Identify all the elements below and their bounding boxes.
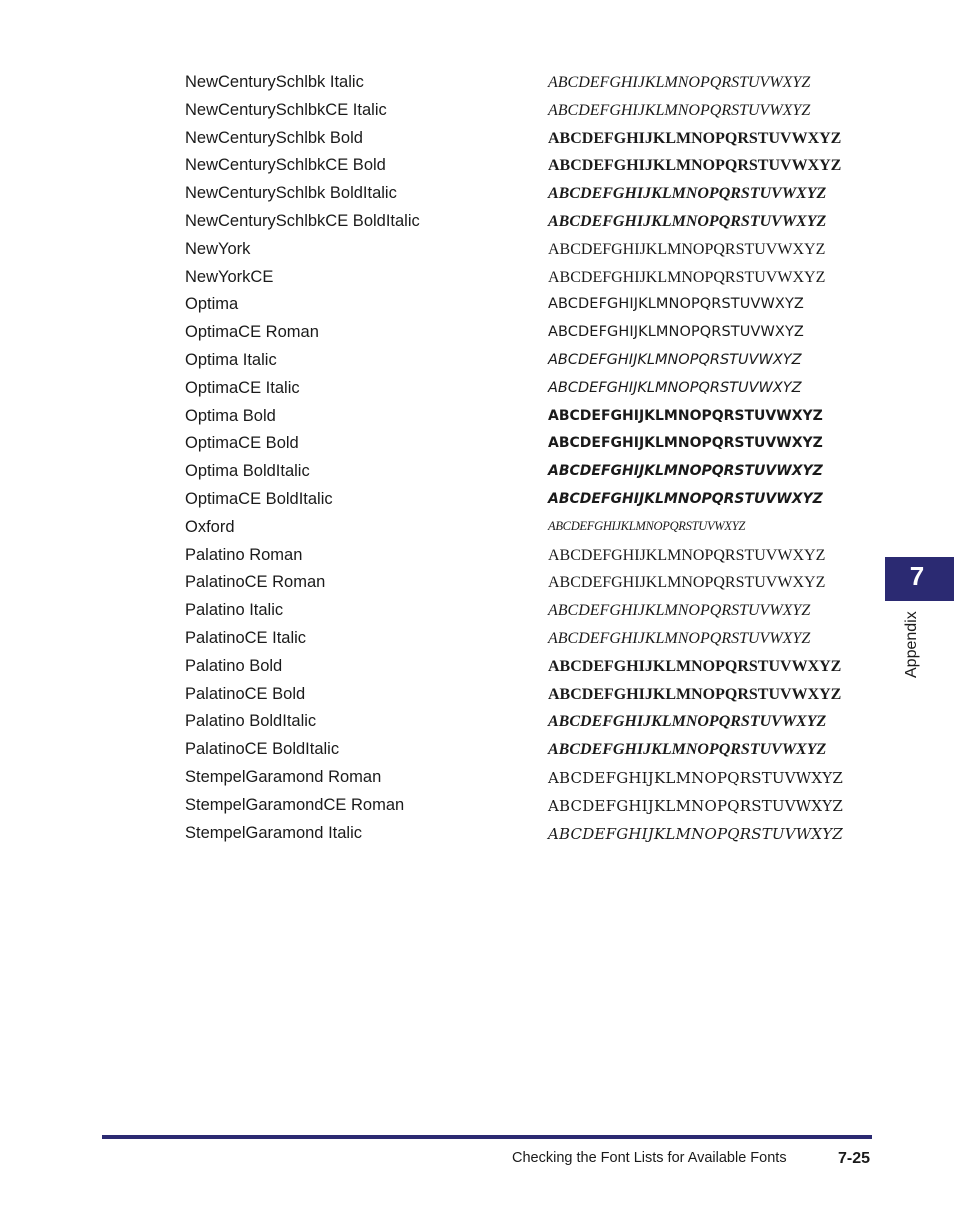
- font-row: [0, 820, 954, 848]
- font-row: [0, 403, 954, 431]
- font-sample: ABCDEFGHIJKLMNOPQRSTUVWXYZ: [548, 435, 823, 452]
- font-name: OptimaCE Bold: [185, 434, 299, 453]
- font-sample: ABCDEFGHIJKLMNOPQRSTUVWXYZ: [548, 157, 842, 175]
- font-name: NewCenturySchlbk Italic: [185, 73, 364, 91]
- font-sample: ABCDEFGHIJKLMNOPQRSTUVWXYZ: [548, 824, 844, 843]
- font-name: PalatinoCE BoldItalic: [185, 740, 340, 759]
- font-row: [0, 597, 954, 625]
- font-sample: ABCDEFGHIJKLMNOPQRSTUVWXYZ: [548, 657, 842, 675]
- font-name: NewCenturySchlbk Bold: [185, 128, 363, 147]
- font-row: [0, 97, 954, 125]
- font-name: Optima: [185, 295, 239, 314]
- font-sample: ABCDEFGHIJKLMNOPQRSTUVWXYZ: [548, 546, 826, 564]
- font-name: Palatino BoldItalic: [185, 712, 317, 731]
- font-sample: ABCDEFGHIJKLMNOPQRSTUVWXYZ: [548, 74, 811, 91]
- font-name: NewCenturySchlbkCE BoldItalic: [185, 211, 420, 230]
- font-row: [0, 458, 954, 486]
- font-row: [0, 681, 954, 709]
- font-sample: ABCDEFGHIJKLMNOPQRSTUVWXYZ: [548, 212, 827, 230]
- font-row: [0, 208, 954, 236]
- font-row: [0, 347, 954, 375]
- footer-rule: [102, 1135, 872, 1139]
- font-sample: ABCDEFGHIJKLMNOPQRSTUVWXYZ: [548, 129, 842, 147]
- font-name: PalatinoCE Italic: [185, 628, 307, 647]
- font-name: OptimaCE Italic: [185, 378, 300, 397]
- font-name: OptimaCE Roman: [185, 323, 319, 342]
- font-row: [0, 69, 954, 97]
- font-row: [0, 542, 954, 570]
- font-sample: ABCDEFGHIJKLMNOPQRSTUVWXYZ: [548, 240, 826, 258]
- font-row: [0, 180, 954, 208]
- font-name: NewCenturySchlbkCE Bold: [185, 156, 386, 175]
- font-sample: ABCDEFGHIJKLMNOPQRSTUVWXYZ: [548, 768, 844, 787]
- font-sample: ABCDEFGHIJKLMNOPQRSTUVWXYZ: [548, 713, 827, 731]
- font-list: [0, 69, 954, 847]
- font-name: NewCenturySchlbkCE Italic: [185, 100, 387, 119]
- font-sample: ABCDEFGHIJKLMNOPQRSTUVWXYZ: [548, 602, 811, 620]
- chapter-label: Appendix: [903, 611, 920, 678]
- font-row: [0, 792, 954, 820]
- font-name: PalatinoCE Bold: [185, 684, 306, 703]
- font-name: Palatino Italic: [185, 601, 284, 620]
- font-row: [0, 319, 954, 347]
- font-sample: ABCDEFGHIJKLMNOPQRSTUVWXYZ: [548, 463, 823, 480]
- font-sample: ABCDEFGHIJKLMNOPQRSTUVWXYZ: [548, 324, 804, 341]
- font-sample: ABCDEFGHIJKLMNOPQRSTUVWXYZ: [548, 629, 811, 647]
- font-row: [0, 486, 954, 514]
- font-row: [0, 125, 954, 153]
- font-name: NewCenturySchlbk BoldItalic: [185, 184, 397, 203]
- font-row: [0, 430, 954, 458]
- font-name: Palatino Bold: [185, 656, 283, 675]
- font-name: Optima Italic: [185, 350, 277, 369]
- font-row: [0, 764, 954, 792]
- font-name: NewYorkCE: [185, 267, 274, 286]
- font-row: [0, 236, 954, 264]
- font-name: Optima Bold: [185, 406, 276, 425]
- font-row: [0, 152, 954, 180]
- font-name: NewYork: [185, 239, 251, 258]
- font-name: Palatino Roman: [185, 545, 303, 564]
- font-row: [0, 708, 954, 736]
- font-sample: ABCDEFGHIJKLMNOPQRSTUVWXYZ: [548, 518, 746, 533]
- font-sample: ABCDEFGHIJKLMNOPQRSTUVWXYZ: [548, 379, 802, 396]
- font-row: [0, 653, 954, 681]
- font-sample: ABCDEFGHIJKLMNOPQRSTUVWXYZ: [548, 490, 823, 507]
- font-row: [0, 291, 954, 319]
- font-sample: ABCDEFGHIJKLMNOPQRSTUVWXYZ: [548, 407, 823, 424]
- chapter-number: 7: [909, 561, 925, 591]
- font-name: OptimaCE BoldItalic: [185, 489, 333, 508]
- font-sample: ABCDEFGHIJKLMNOPQRSTUVWXYZ: [548, 101, 811, 119]
- font-sample: ABCDEFGHIJKLMNOPQRSTUVWXYZ: [548, 685, 842, 703]
- font-sample: ABCDEFGHIJKLMNOPQRSTUVWXYZ: [548, 185, 827, 203]
- font-row: [0, 569, 954, 597]
- font-row: [0, 625, 954, 653]
- font-name: StempelGaramondCE Roman: [185, 795, 405, 814]
- font-name: Optima BoldItalic: [185, 462, 310, 481]
- font-row: [0, 736, 954, 764]
- font-sample: ABCDEFGHIJKLMNOPQRSTUVWXYZ: [548, 796, 844, 815]
- font-sample: ABCDEFGHIJKLMNOPQRSTUVWXYZ: [548, 741, 827, 759]
- footer-title: Checking the Font Lists for Available Fonts: [512, 1150, 787, 1166]
- font-sample: ABCDEFGHIJKLMNOPQRSTUVWXYZ: [548, 268, 826, 286]
- font-row: [0, 264, 954, 292]
- font-name: StempelGaramond Roman: [185, 767, 382, 786]
- font-sample: ABCDEFGHIJKLMNOPQRSTUVWXYZ: [548, 351, 802, 368]
- font-row: [0, 514, 954, 542]
- font-sample: ABCDEFGHIJKLMNOPQRSTUVWXYZ: [548, 296, 804, 313]
- font-name: StempelGaramond Italic: [185, 823, 362, 842]
- font-row: [0, 375, 954, 403]
- page-number: 7-25: [838, 1150, 871, 1167]
- font-sample: ABCDEFGHIJKLMNOPQRSTUVWXYZ: [548, 574, 826, 592]
- chapter-tab: [885, 557, 954, 601]
- font-name: Oxford: [185, 517, 235, 536]
- font-name: PalatinoCE Roman: [185, 573, 326, 592]
